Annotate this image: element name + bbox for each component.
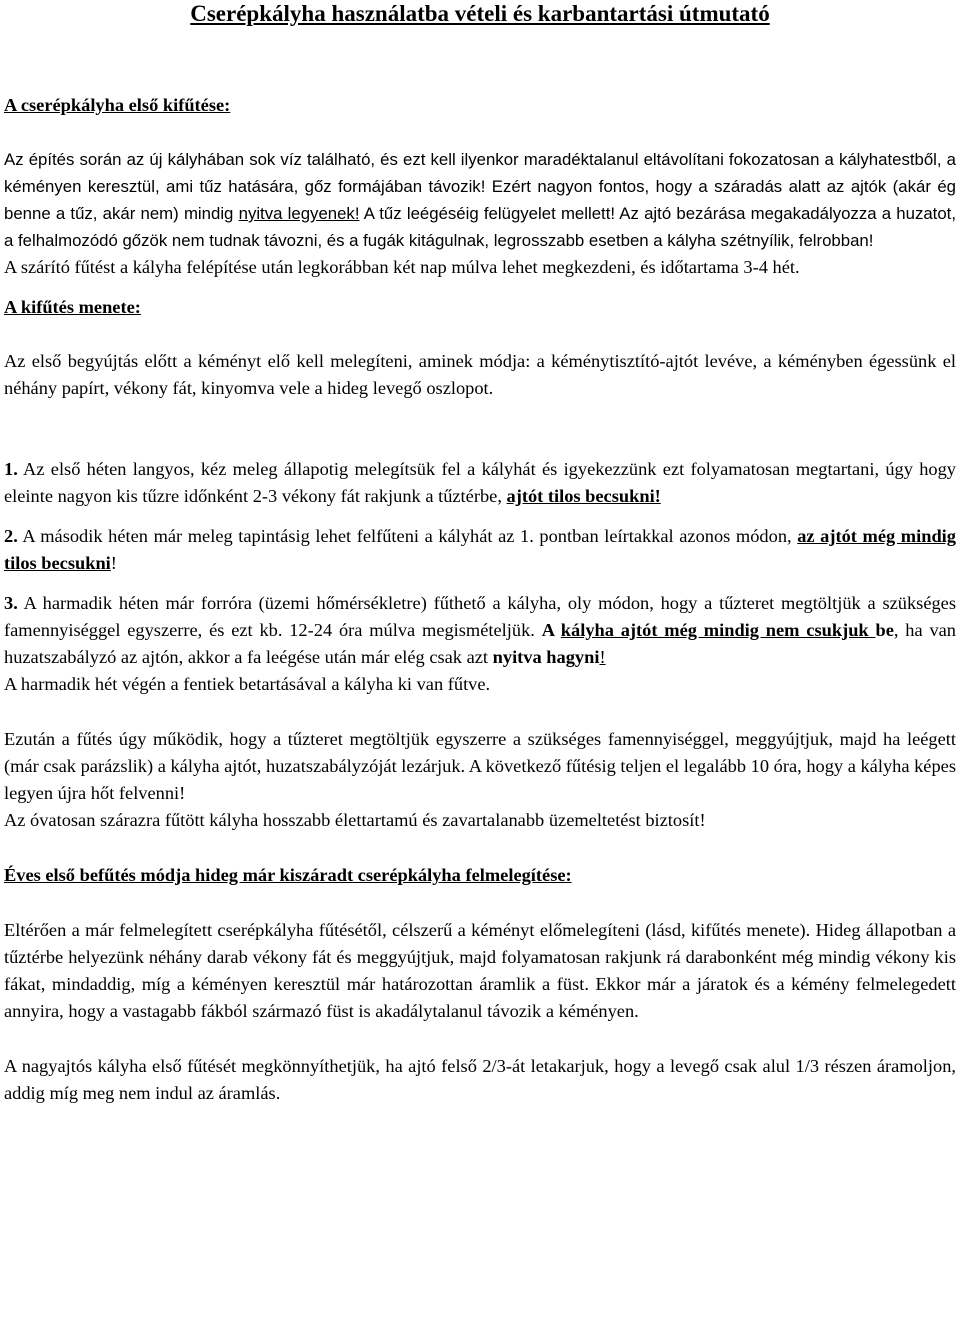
text-run: , ha van huzatszabályzó az ajtón, akkor a fa leégése után már elég csak azt xyxy=(4,620,956,667)
underlined-text: nyitva legyenek! xyxy=(238,204,360,223)
bold-text: nyitva hagyni xyxy=(492,647,600,667)
paragraph-regular-heating: Ezután a fűtés úgy működik, hogy a tűzteret megtöltjük egyszerre a szükséges famennyiséggel, meggyújtjuk, majd ha leégett (már csak parázslik) a kályha ajtót, huzatszabályzóját lezárjuk. A következő fűtésig teljen el legalább 10 óra, hogy a kályha képes legyen újra hőt felvenni! xyxy=(4,729,956,803)
warning-text: ajtót tilos becsukni! xyxy=(506,486,661,506)
text-run: A második héten már meleg tapintásig lehet felfűteni a kályhát az 1. pontban leírtakkal azonos módon, xyxy=(17,526,798,546)
section-heading-first-firing: A cserépkályha első kifűtése: xyxy=(4,95,231,115)
bold-text: be xyxy=(875,620,894,640)
text-run: Az építés során az új kályhában sok víz található, és ezt kell ilyenkor maradéktalanul eltávolítani fokozatosan a kályhatestből, a kéményen keresztül, ami tűz hatására, gőz formájában távozik! Ezért nagyon fontos, hogy a száradás alatt az ajtók (akár ég benne a tűz, akár nem) mindig xyxy=(4,150,956,223)
step-number: 1. xyxy=(4,459,18,479)
step-3 xyxy=(4,590,956,671)
step-number: 2. xyxy=(4,526,18,546)
paragraph-drying-duration: A szárító fűtést a kályha felépítése után legkorábban két nap múlva lehet megkezdeni, és időtartama 3-4 hét. xyxy=(4,257,800,277)
paragraph-cold-start: Eltérően a már felmelegített cserépkályha fűtésétől, célszerű a kéményt előmelegíteni (lásd, kifűtés menete). Hideg állapotban a tűztérbe helyezünk néhány darab vékony fát és meggyújtjuk, majd folyamatosan rakjunk rá darabonként még mindig vékony kis fákat, mindaddig, míg a kéményen keresztül már határozottan áramlik a füst. Ekkor már a járatok és a kémény felmelegedett annyira, hogy a vastagabb fákból származó füst is akadálytalanul távozik a kéményen. xyxy=(4,920,956,1021)
text-run: A harmadik héten már forróra (üzemi hőmérsékletre) fűthető a kályha, oly módon, hogy a tűzteret megtöltjük a szükséges famennyiséggel egyszerre, és ezt kb. 12-24 óra múlva megismételjük. xyxy=(4,593,956,640)
warning-text: kályha ajtót még mindig nem csukjuk xyxy=(560,620,876,640)
underlined-text: ! xyxy=(599,647,606,667)
document-title: Cserépkályha használatba vételi és karbantartási útmutató xyxy=(190,1,770,26)
step-2 xyxy=(4,523,956,577)
paragraph-drying-warning xyxy=(4,146,956,254)
paragraph-large-door-tip: A nagyajtós kályha első fűtését megkönnyíthetjük, ha ajtó felső 2/3-át letakarjuk, hogy a levegő csak alul 1/3 részen áramoljon, addig míg meg nem indul az áramlás. xyxy=(4,1056,956,1103)
text-run: Az első héten langyos, kéz meleg állapotig melegítsük fel a kályhát és igyekezzünk ezt folyamatosan megtartani, úgy hogy eleinte nagyon kis tűzre időnként 2-3 vékony fát rakjunk a tűztérbe, xyxy=(4,459,956,506)
text-run: A tűz leégéséig felügyelet mellett! Az ajtó bezárása megakadályozza a huzatot, a felhalmozódó gőzök nem tudnak távozni, és a fugák kitágulnak, legrosszabb esetben a kályha szétnyílik, felrobban! xyxy=(4,204,956,250)
paragraph-lifetime-note: Az óvatosan szárazra fűtött kályha hosszabb élettartamú és zavartalanabb üzemeltetést biztosít! xyxy=(4,810,706,830)
document-page xyxy=(4,0,956,1107)
section-heading-firing-process: A kifűtés menete: xyxy=(4,297,141,317)
paragraph-third-week-note: A harmadik hét végén a fentiek betartásával a kályha ki van fűtve. xyxy=(4,674,491,694)
text-run: ! xyxy=(110,553,117,573)
section-heading-annual-first-heating: Éves első befűtés módja hideg már kiszáradt cserépkályha felmelegítése: xyxy=(4,865,572,885)
paragraph-chimney-preheat: Az első begyújtás előtt a kéményt elő kell melegíteni, aminek módja: a kéménytisztító-ajtót levéve, a kéményben égessünk el néhány papírt, vékony fát, kinyomva vele a hideg levegő oszlopot. xyxy=(4,351,956,398)
step-number: 3. xyxy=(4,593,18,613)
bold-text: A xyxy=(541,620,561,640)
step-1 xyxy=(4,456,956,510)
warning-text: az ajtót még mindig tilos becsukni xyxy=(4,526,956,573)
